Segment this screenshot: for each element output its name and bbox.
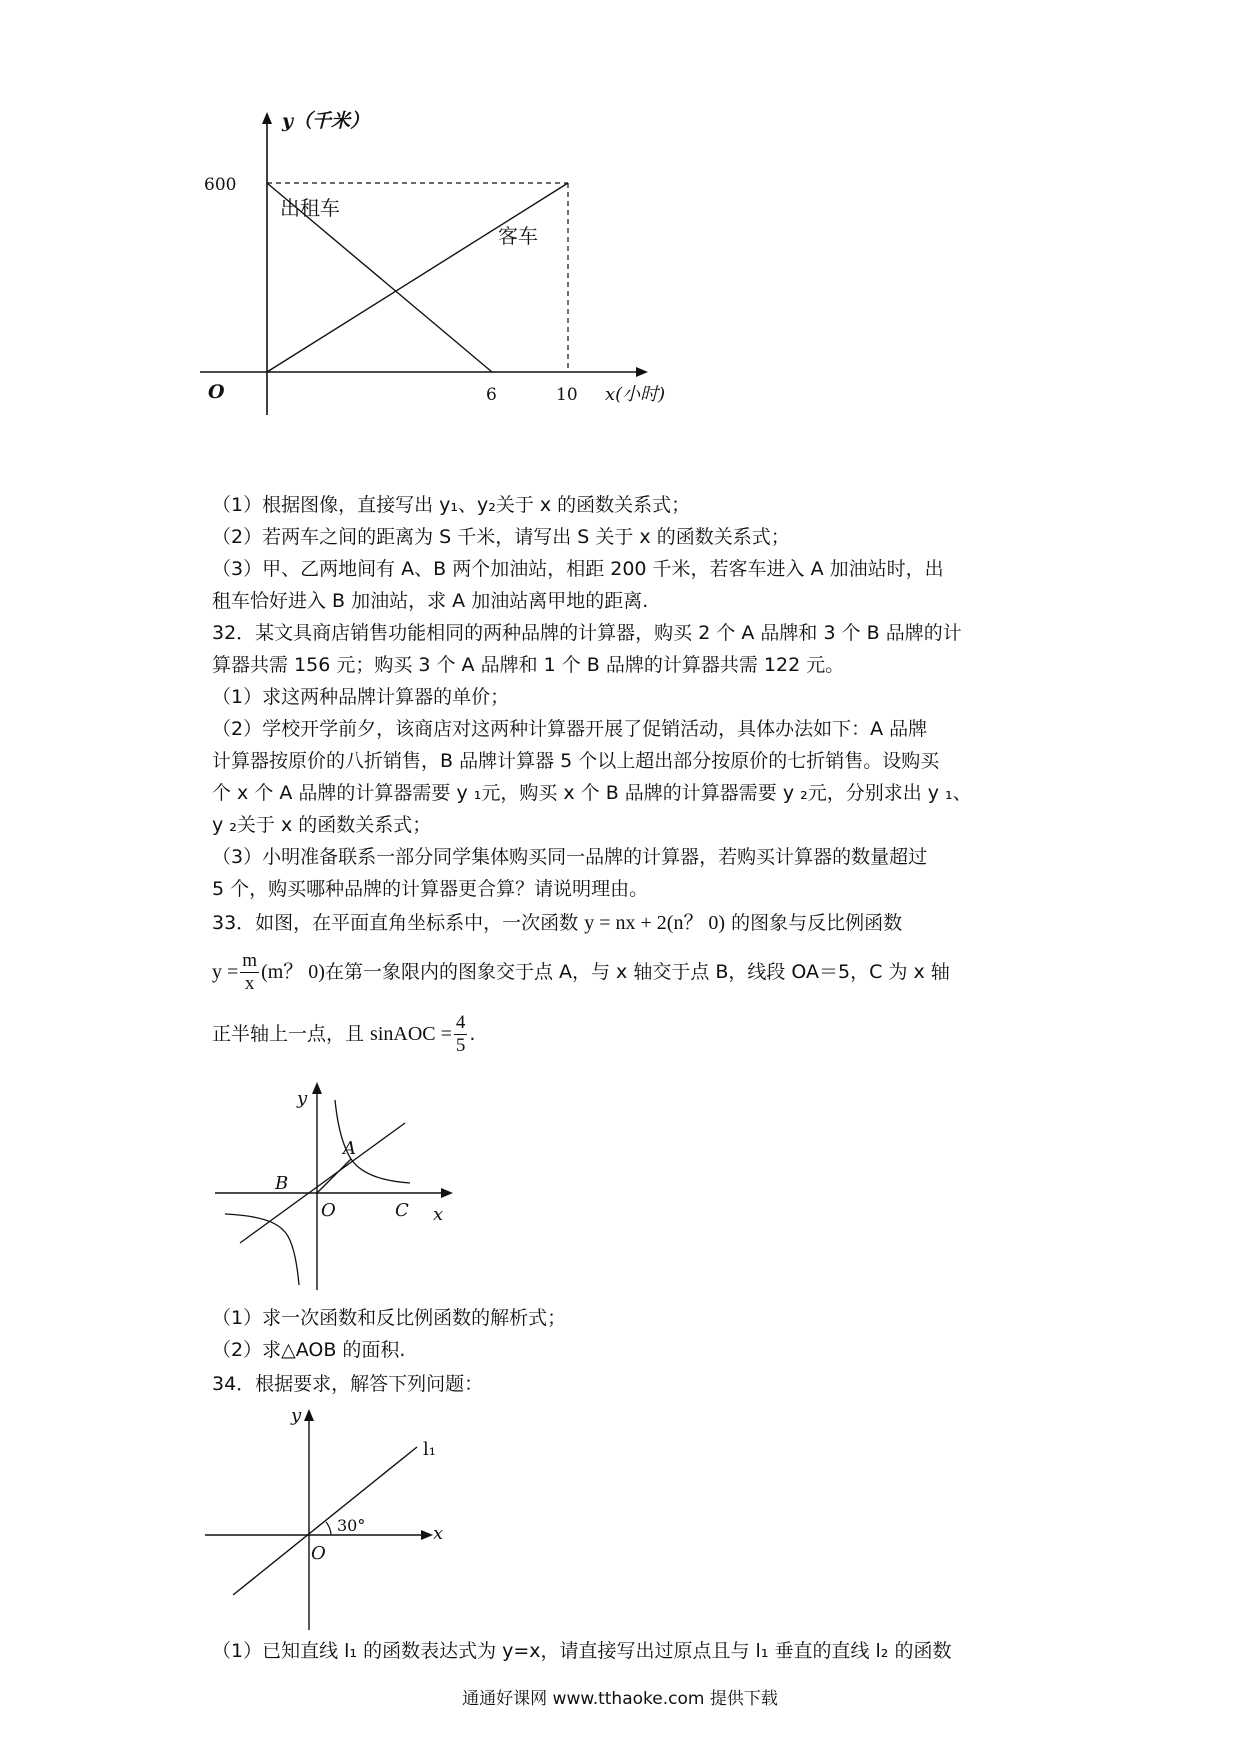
linear-function-line [240,1123,405,1243]
q33-part1: （1）求一次函数和反比例函数的解析式； [212,1307,567,1329]
q33-fraction-m-x [240,950,259,995]
y-axis-arrow [312,1082,322,1094]
tick-10: 10 [556,385,578,405]
label-x: x [433,1523,444,1544]
q31-part2: （2）若两车之间的距离为 S 千米，请写出 S 关于 x 的函数关系式； [212,526,790,548]
q33-stem-line3 [212,1010,1052,1058]
tick-600: 600 [204,175,237,195]
q32-part2-line1: （2）学校开学前夕，该商店对这两种计算器开展了促销活动，具体办法如下：A 品牌 [212,718,928,740]
segment-oa [317,1159,351,1193]
tick-6: 6 [486,385,497,405]
x-axis-arrow [636,367,648,377]
y-axis-arrow [304,1409,314,1421]
hyperbola-branch-2 [225,1214,299,1285]
q33-part2: （2）求△AOB 的面积. [212,1339,406,1361]
q33-condition: (m？ 0) [261,961,325,983]
label-o: O [311,1543,326,1564]
q31-part3-line1: （3）甲、乙两地间有 A、B 两个加油站，相距 200 千米，若客车进入 A 加油站时，出 [212,558,944,580]
q32-part2-line4: y ₂关于 x 的函数关系式； [212,814,432,836]
q33-period: . [469,1023,476,1045]
label-b: B [275,1173,289,1194]
page-footer: 通通好课网 www.tthaoke.com 提供下载 [462,1689,778,1709]
label-y: y [297,1088,308,1109]
label-x: x [433,1204,444,1225]
x-axis-arrow [441,1188,453,1198]
q33-stem-line1 [212,908,1052,938]
label-o: O [321,1200,336,1221]
angle-label: 30° [337,1516,366,1535]
label-c: C [395,1200,409,1221]
q32-part3-line1: （3）小明准备联系一部分同学集体购买同一品牌的计算器，若购买计算器的数量超过 [212,846,928,868]
bus-label: 客车 [498,224,538,248]
q33-y-equals: y = [212,961,239,983]
label-a: A [343,1138,356,1159]
fraction-denominator: 5 [455,1035,466,1056]
q33-text3: 正半轴上一点，且 [212,1023,371,1045]
fraction-denominator: x [244,973,255,994]
q33-sin: sinAOC = [370,1023,452,1045]
q33-stem-line2 [212,948,1052,996]
angle-arc [326,1522,331,1535]
q34-part1: （1）已知直线 l₁ 的函数表达式为 y=x，请直接写出过原点且与 l₁ 垂直的直线 l₂ 的函数 [212,1640,952,1662]
q32-stem-line2: 算器共需 156 元；购买 3 个 A 品牌和 1 个 B 品牌的计算器共需 122 元。 [212,654,845,676]
line-l1-graph [205,1405,465,1635]
q33-fraction-4-5 [454,1012,468,1057]
q33-text-tail2: 在第一象限内的图象交于点 A，与 x 轴交于点 B，线段 OA＝5，C 为 x 轴 [324,961,950,983]
q31-part3-line2: 租车恰好进入 B 加油站，求 A 加油站离甲地的距离. [212,590,649,612]
fraction-numerator: m [242,950,258,971]
q32-part3-line2: 5 个，购买哪种品牌的计算器更合算？请说明理由。 [212,878,649,900]
line-l1 [233,1447,417,1595]
label-y: y [291,1405,302,1426]
label-l1: l₁ [423,1439,436,1460]
q32-stem-line1: 32．某文具商店销售功能相同的两种品牌的计算器，购买 2 个 A 品牌和 3 个 B 品牌的计 [212,622,962,644]
taxi-label: 出租车 [280,196,340,220]
q31-part1: （1）根据图像，直接写出 y₁、y₂关于 x 的函数关系式； [212,494,691,516]
q32-part2-line2: 计算器按原价的八折销售，B 品牌计算器 5 个以上超出部分按原价的七折销售。设购买 [212,750,940,772]
hyperbola-line-graph [215,1080,465,1300]
q33-linear-function: y = nx + 2(n？ 0) [584,912,726,934]
q33-text: 33．如图，在平面直角坐标系中，一次函数 [212,912,585,934]
x-axis-arrow [421,1530,433,1540]
q32-part1: （1）求这两种品牌计算器的单价； [212,686,510,708]
q32-part2-line3: 个 x 个 A 品牌的计算器需要 y ₁元，购买 x 个 B 品牌的计算器需要 y ₂元，分别求出 y ₁、 [212,782,972,804]
distance-time-graph [200,110,700,480]
y-axis-label: y（千米） [282,110,370,132]
origin-label: O [208,381,225,403]
y-axis-arrow [262,112,272,124]
q34-stem: 34．根据要求，解答下列问题： [212,1373,484,1395]
q33-text-tail: 的图象与反比例函数 [725,912,903,934]
x-axis-label: x(小时) [605,384,666,405]
fraction-numerator: 4 [455,1012,466,1033]
